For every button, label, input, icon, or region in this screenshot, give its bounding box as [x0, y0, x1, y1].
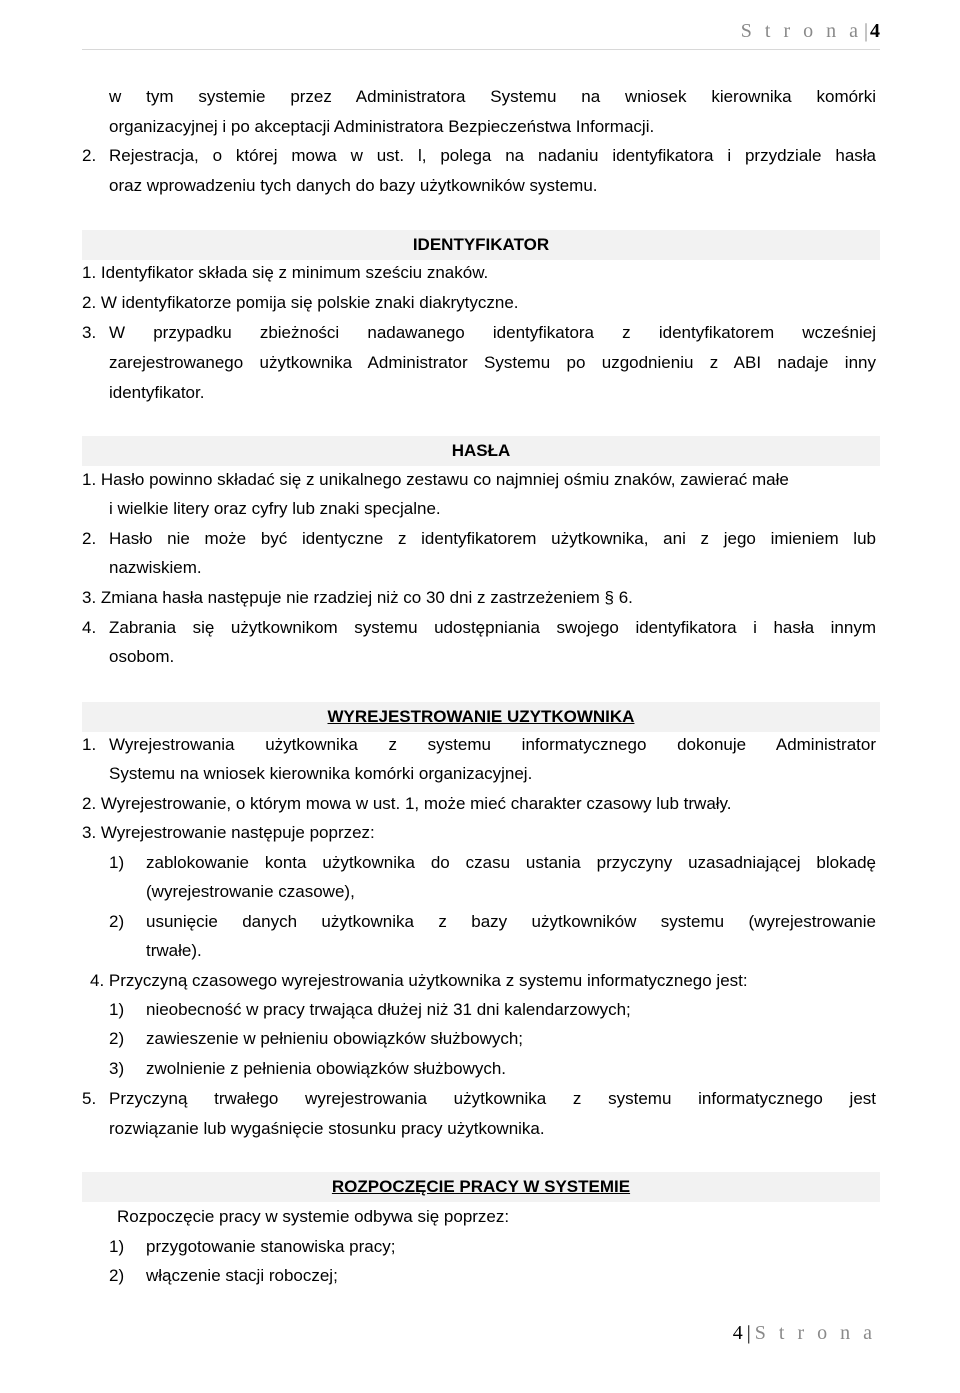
header-rule	[82, 49, 880, 50]
section-heading-wyrejestrowanie	[82, 702, 880, 732]
rozpoczecie-step-2: włączenie stacji roboczej;	[146, 1266, 338, 1285]
page-footer	[700, 1322, 876, 1345]
wyrejestrowanie-subitem-2-number: 2)	[109, 912, 125, 931]
intro-line-4: oraz wprowadzeniu tych danych do bazy użytkowników systemu.	[109, 176, 598, 195]
hasla-item-4-line-1: Zabrania się użytkownikom systemu udostępniania swojego identyfikatora i hasła innym	[109, 618, 876, 637]
wyrejestrowanie-cause-2-number: 2)	[109, 1029, 125, 1048]
section-heading-rozpoczecie-text: ROZPOCZĘCIE PRACY W SYSTEMIE	[331, 1177, 631, 1196]
header-page-number: 4	[870, 20, 880, 42]
identyfikator-item-3-line-3: identyfikator.	[109, 383, 205, 402]
wyrejestrowanie-subitem-2-line-2: trwałe).	[146, 941, 202, 960]
rozpoczecie-intro: Rozpoczęcie pracy w systemie odbywa się poprzez:	[117, 1207, 510, 1226]
hasla-item-2-line-1: Hasło nie może być identyczne z identyfikatorem użytkownika, ani z jego imieniem lub	[109, 529, 876, 548]
intro-line-1: w tym systemie przez Administratora Systemu na wniosek kierownika komórki	[109, 87, 876, 106]
identyfikator-item-3-line-1: W przypadku zbieżności nadawanego identyfikatora z identyfikatorem wcześniej	[109, 323, 876, 342]
header-separator: |	[863, 20, 868, 42]
wyrejestrowanie-item-1-line-1: Wyrejestrowania użytkownika z systemu informatycznego dokonuje Administrator	[109, 735, 876, 754]
wyrejestrowanie-item-2: 2. Wyrejestrowanie, o którym mowa w ust. 1, może mieć charakter czasowy lub trwały.	[82, 794, 732, 813]
wyrejestrowanie-subitem-2-line-1: usunięcie danych użytkownika z bazy użytkowników systemu (wyrejestrowanie	[146, 912, 876, 931]
footer-page-number: 4	[732, 1322, 743, 1344]
identyfikator-item-1: 1. Identyfikator składa się z minimum sześciu znaków.	[82, 263, 489, 282]
rozpoczecie-step-2-number: 2)	[109, 1266, 125, 1285]
wyrejestrowanie-cause-3-number: 3)	[109, 1059, 125, 1078]
wyrejestrowanie-cause-1: nieobecność w pracy trwająca dłużej niż 31 dni kalendarzowych;	[146, 1000, 631, 1019]
footer-strona-label: S t r o n a	[754, 1322, 876, 1344]
intro-number-2: 2.	[82, 146, 97, 165]
intro-line-3: Rejestracja, o której mowa w ust. l, polega na nadaniu identyfikatora i przydziale hasła	[109, 146, 876, 165]
hasla-item-3: 3. Zmiana hasła następuje nie rzadziej niż co 30 dni z zastrzeżeniem § 6.	[82, 588, 633, 607]
wyrejestrowanie-number-1: 1.	[82, 735, 97, 754]
section-heading-identyfikator: IDENTYFIKATOR	[82, 230, 880, 260]
wyrejestrowanie-subitem-1-number: 1)	[109, 853, 125, 872]
identyfikator-item-2: 2. W identyfikatorze pomija się polskie znaki diakrytyczne.	[82, 293, 519, 312]
identyfikator-number-3: 3.	[82, 323, 97, 342]
section-heading-rozpoczecie	[82, 1172, 880, 1202]
wyrejestrowanie-item-5-line-1: Przyczyną trwałego wyrejestrowania użytkownika z systemu informatycznego jest	[109, 1089, 876, 1108]
section-heading-hasla: HASŁA	[82, 436, 880, 466]
hasla-item-4-line-2: osobom.	[109, 647, 175, 666]
hasla-number-2: 2.	[82, 529, 97, 548]
page-header	[700, 20, 880, 43]
rozpoczecie-step-1-number: 1)	[109, 1237, 125, 1256]
footer-separator: |	[746, 1322, 751, 1344]
wyrejestrowanie-cause-3: zwolnienie z pełnienia obowiązków służbowych.	[146, 1059, 507, 1078]
identyfikator-item-3-line-2: zarejestrowanego użytkownika Administrator Systemu po uzgodnieniu z ABI nadaje inny	[109, 353, 876, 372]
wyrejestrowanie-cause-2: zawieszenie w pełnieniu obowiązków służbowych;	[146, 1029, 524, 1048]
intro-line-2: organizacyjnej i po akceptacji Administratora Bezpieczeństwa Informacji.	[109, 117, 655, 136]
section-heading-wyrejestrowanie-text: WYREJESTROWANIE UZYTKOWNIKA	[327, 707, 635, 726]
hasla-item-1-line-1: 1. Hasło powinno składać się z unikalnego zestawu co najmniej ośmiu znaków, zawierać małe	[82, 470, 789, 489]
hasla-number-4: 4.	[82, 618, 97, 637]
wyrejestrowanie-subitem-1-line-1: zablokowanie konta użytkownika do czasu ustania przyczyny uzasadniającej blokadę	[146, 853, 876, 872]
rozpoczecie-step-1: przygotowanie stanowiska pracy;	[146, 1237, 396, 1256]
wyrejestrowanie-item-4: 4. Przyczyną czasowego wyrejestrowania użytkownika z systemu informatycznego jest:	[90, 971, 748, 990]
hasla-item-2-line-2: nazwiskiem.	[109, 558, 202, 577]
wyrejestrowanie-item-1-line-2: Systemu na wniosek kierownika komórki organizacyjnej.	[109, 764, 533, 783]
wyrejestrowanie-cause-1-number: 1)	[109, 1000, 125, 1019]
header-strona-label: S t r o n a	[740, 20, 862, 42]
hasla-item-1-line-2: i wielkie litery oraz cyfry lub znaki specjalne.	[109, 499, 441, 518]
wyrejestrowanie-subitem-1-line-2: (wyrejestrowanie czasowe),	[146, 882, 355, 901]
wyrejestrowanie-item-3: 3. Wyrejestrowanie następuje poprzez:	[82, 823, 375, 842]
wyrejestrowanie-number-5: 5.	[82, 1089, 97, 1108]
wyrejestrowanie-item-5-line-2: rozwiązanie lub wygaśnięcie stosunku pracy użytkownika.	[109, 1119, 545, 1138]
